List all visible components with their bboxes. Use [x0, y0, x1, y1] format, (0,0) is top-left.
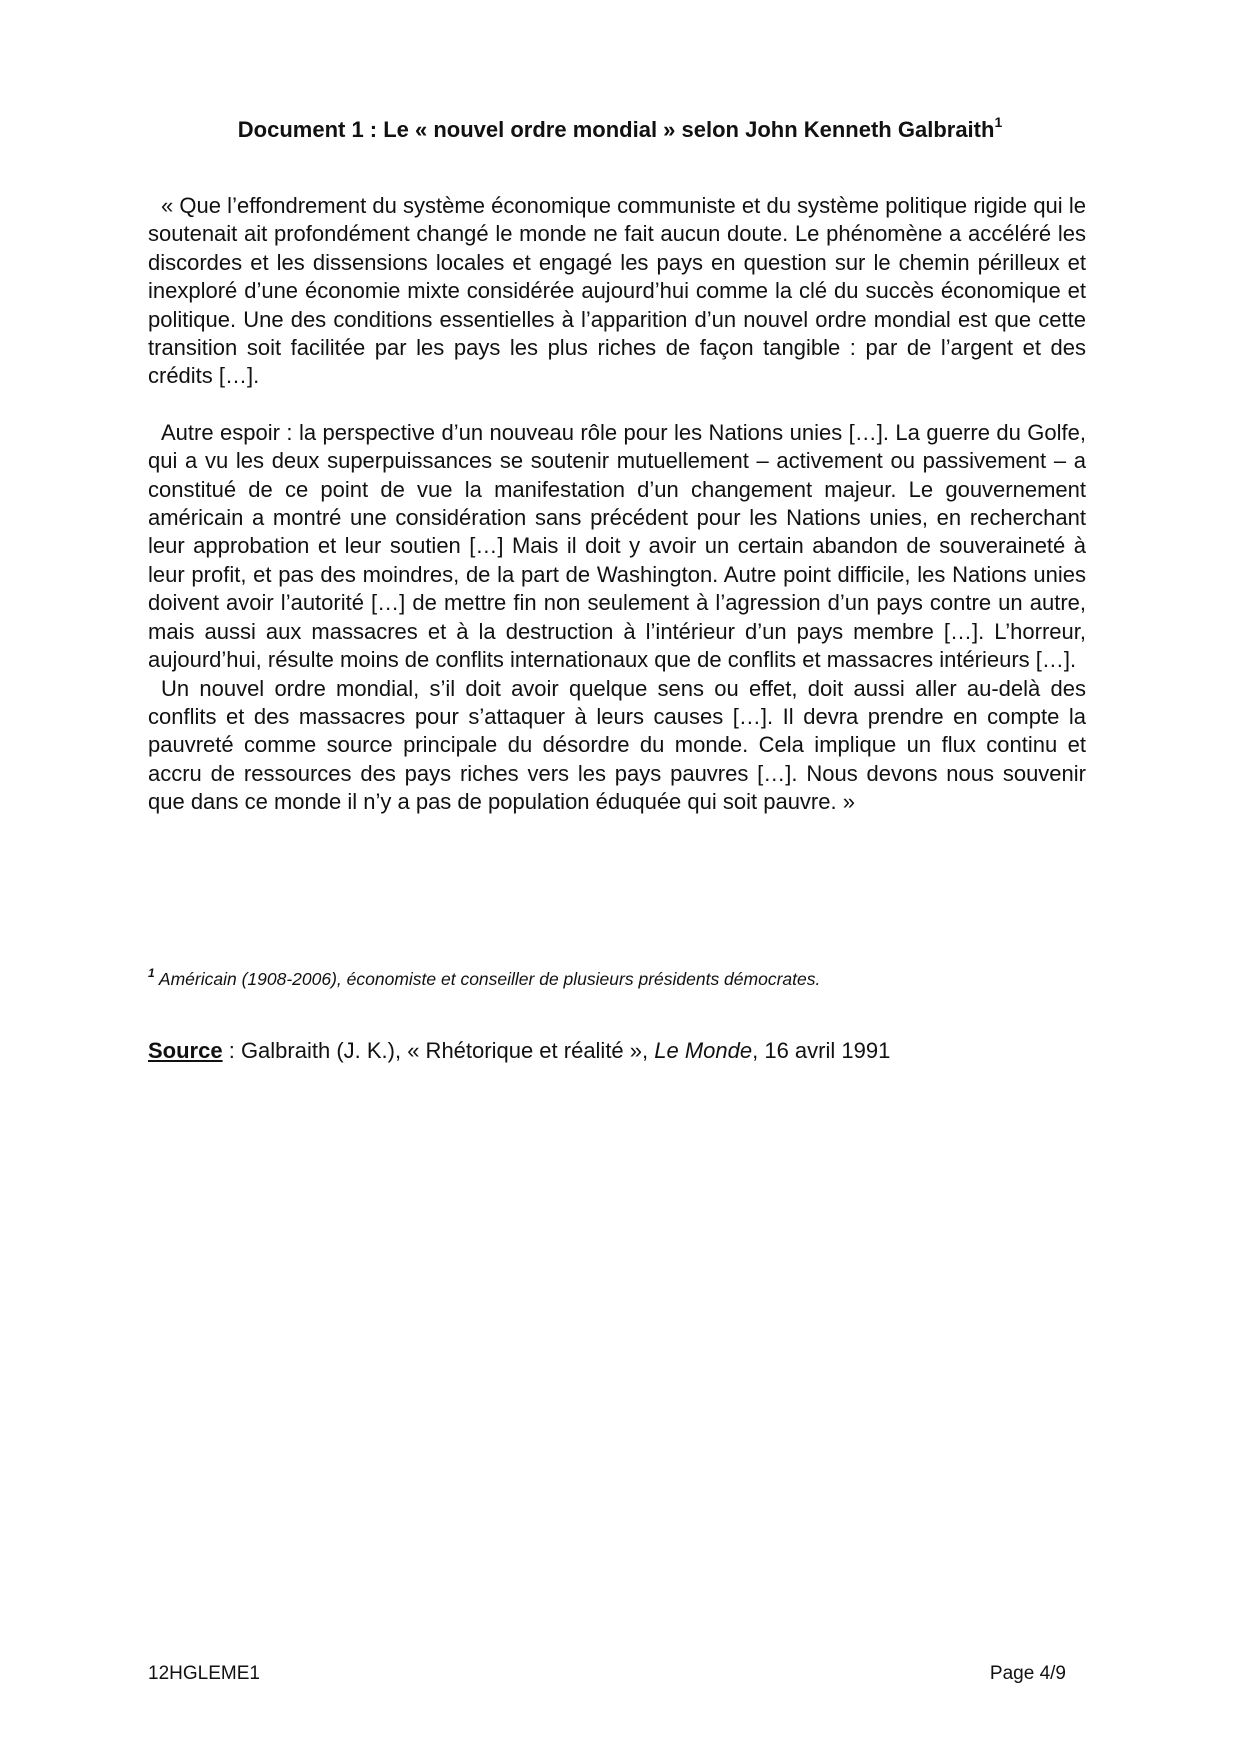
- source-date: , 16 avril 1991: [752, 1038, 891, 1063]
- paragraph-1: « Que l’effondrement du système économique communiste et du système politique rigide qui le soutenait ait profondément changé le monde ne fait aucun doute. Le phénomène a accéléré les discordes et les dissensions locales et engagé les pays en question sur le chemin périlleux et inexploré d’une économie mixte considérée aujourd’hui comme la clé du succès économique et politique. Une des conditions essentielles à l’apparition d’un nouvel ordre mondial est que cette transition soit facilitée par les pays les plus riches de façon tangible : par de l’argent et des crédits […].: [148, 193, 1086, 389]
- paragraph-2: Autre espoir : la perspective d’un nouveau rôle pour les Nations unies […]. La guerre du Golfe, qui a vu les deux superpuissances se soutenir mutuellement – activement ou passivement – a constitué de ce point de vue la manifestation d’un changement majeur. Le gouvernement américain a montré une considération sans précédent pour les Nations unies, en recherchant leur approbation et leur soutien […] Mais il doit y avoir un certain abandon de souveraineté à leur profit, et pas des moindres, de la part de Washington. Autre point difficile, les Nations unies doivent avoir l’autorité […] de mettre fin non seulement à l’agression d’un pays contre un autre, mais aussi aux massacres et à la destruction à l’intérieur d’un pays membre […]. L’horreur, aujourd’hui, résulte moins de conflits internationaux que de conflits et massacres intérieurs […].: [148, 419, 1086, 673]
- footnote: [148, 963, 1086, 990]
- page-number: Page 4/9: [989, 1663, 1066, 1684]
- source-line: [148, 1037, 1086, 1065]
- source-separator: :: [222, 1038, 241, 1063]
- footnote-text: Américain (1908-2006), économiste et conseiller de plusieurs présidents démocrates.: [158, 968, 821, 989]
- footer-code: 12HGLEME1: [148, 1663, 260, 1684]
- document-title-text: Document 1 : Le « nouvel ordre mondial » selon John Kenneth Galbraith: [237, 117, 995, 142]
- document-title: [120, 113, 1120, 143]
- source-label: Source: [148, 1038, 223, 1063]
- footnote-mark: 1: [148, 966, 155, 980]
- quote-body: [148, 192, 1086, 817]
- paragraph-3: Un nouvel ordre mondial, s’il doit avoir quelque sens ou effet, doit aussi aller au-delà des conflits et des massacres pour s’attaquer à leurs causes […]. Il devra prendre en compte la pauvreté comme source principale du désordre du monde. Cela implique un flux continu et accru de ressources des pays riches vers les pays pauvres […]. Nous devons nous souvenir que dans ce monde il n’y a pas de population éduquée qui soit pauvre. »: [148, 675, 1086, 815]
- title-footnote-mark: 1: [994, 113, 1003, 130]
- source-citation: Galbraith (J. K.), « Rhétorique et réalité »,: [240, 1038, 655, 1063]
- source-publication: Le Monde: [654, 1038, 753, 1063]
